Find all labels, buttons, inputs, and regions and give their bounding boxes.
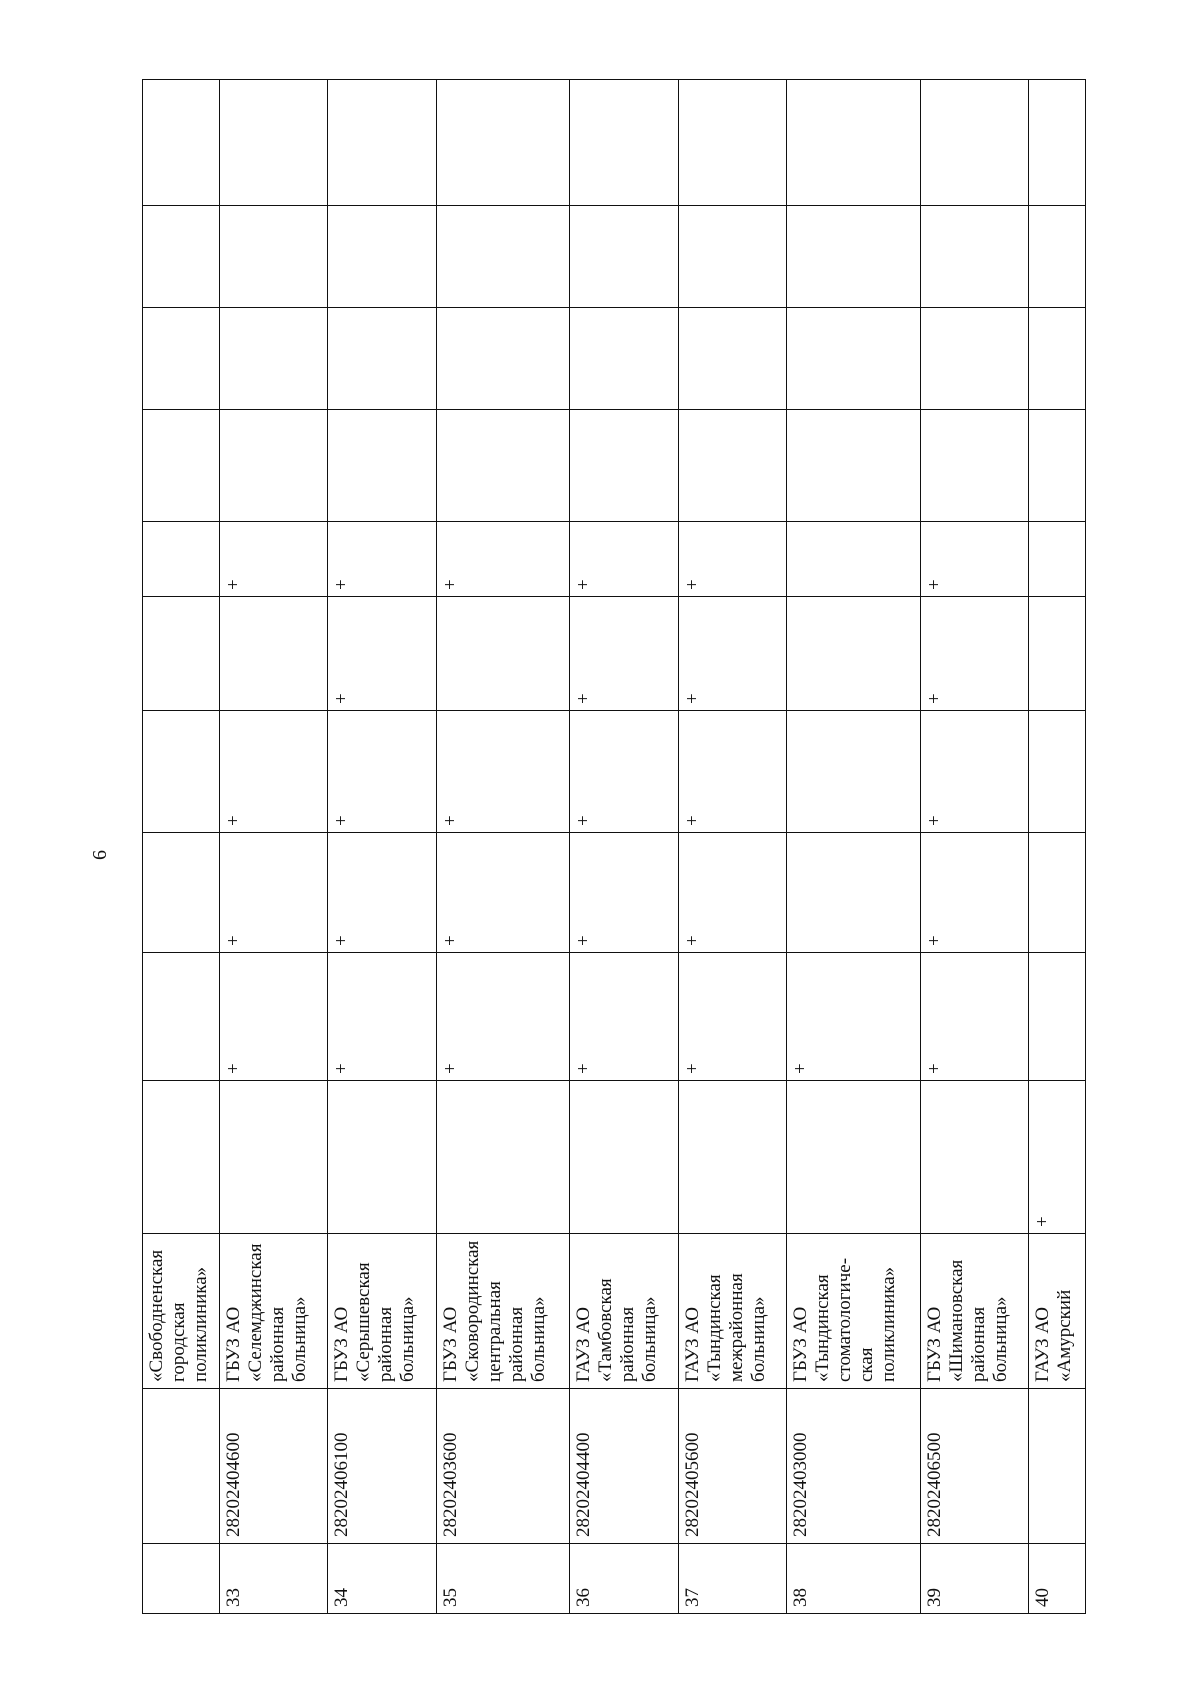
mark-cell: + xyxy=(920,833,1028,953)
mark-cell xyxy=(678,308,786,410)
table-row xyxy=(920,80,1028,1614)
mark-cell: + xyxy=(920,597,1028,711)
mark-cell: + xyxy=(678,711,786,833)
mark-cell xyxy=(143,711,220,833)
mark-cell xyxy=(678,206,786,308)
mark-cell xyxy=(678,80,786,206)
mark-cell: + xyxy=(570,597,678,711)
mark-cell xyxy=(143,308,220,410)
organization-code: 28202405600 xyxy=(678,1389,786,1544)
mark-cell: + xyxy=(436,711,570,833)
mark-cell: + xyxy=(328,597,436,711)
row-number: 37 xyxy=(678,1544,786,1614)
mark-cell xyxy=(1028,953,1085,1081)
mark-cell xyxy=(1028,597,1085,711)
mark-cell xyxy=(570,308,678,410)
mark-cell xyxy=(786,206,920,308)
mark-cell: + xyxy=(219,522,327,597)
mark-cell xyxy=(786,410,920,522)
mark-cell xyxy=(920,206,1028,308)
mark-cell xyxy=(786,308,920,410)
mark-cell xyxy=(920,410,1028,522)
mark-cell: + xyxy=(570,833,678,953)
mark-cell xyxy=(143,410,220,522)
mark-cell: + xyxy=(920,953,1028,1081)
mark-cell: + xyxy=(1028,1081,1085,1234)
mark-cell xyxy=(143,833,220,953)
organization-name: ГБУЗ АО «Тындинская стоматологиче-ская поликлиника» xyxy=(786,1234,920,1389)
organization-code: 28202404400 xyxy=(570,1389,678,1544)
row-number: 39 xyxy=(920,1544,1028,1614)
organization-code xyxy=(1028,1389,1085,1544)
mark-cell: + xyxy=(328,522,436,597)
table-row xyxy=(678,80,786,1614)
mark-cell xyxy=(328,1081,436,1234)
mark-cell xyxy=(786,711,920,833)
mark-cell: + xyxy=(436,833,570,953)
organization-code: 28202403000 xyxy=(786,1389,920,1544)
mark-cell xyxy=(1028,80,1085,206)
mark-cell xyxy=(436,308,570,410)
mark-cell xyxy=(143,206,220,308)
mark-cell: + xyxy=(786,953,920,1081)
mark-cell: + xyxy=(436,953,570,1081)
mark-cell xyxy=(678,410,786,522)
mark-cell: + xyxy=(678,953,786,1081)
organization-name: ГАУЗ АО «Амурский xyxy=(1028,1234,1085,1389)
mark-cell xyxy=(786,833,920,953)
mark-cell xyxy=(1028,206,1085,308)
mark-cell xyxy=(436,206,570,308)
mark-cell: + xyxy=(219,953,327,1081)
mark-cell xyxy=(328,206,436,308)
organization-name: ГАУЗ АО «Тамбовская районная больница» xyxy=(570,1234,678,1389)
row-number: 34 xyxy=(328,1544,436,1614)
table-row xyxy=(436,80,570,1614)
mark-cell xyxy=(570,410,678,522)
mark-cell: + xyxy=(920,522,1028,597)
mark-cell xyxy=(328,410,436,522)
mark-cell xyxy=(570,1081,678,1234)
mark-cell xyxy=(436,1081,570,1234)
mark-cell: + xyxy=(678,522,786,597)
mark-cell xyxy=(328,80,436,206)
row-number: 36 xyxy=(570,1544,678,1614)
mark-cell xyxy=(219,1081,327,1234)
mark-cell xyxy=(436,597,570,711)
data-table xyxy=(142,79,1086,1614)
mark-cell xyxy=(143,1081,220,1234)
organization-name: ГАУЗ АО «Тындинская межрайонная больница» xyxy=(678,1234,786,1389)
rotated-table-container xyxy=(142,80,1086,1614)
mark-cell xyxy=(786,522,920,597)
mark-cell: + xyxy=(678,597,786,711)
organization-code: 28202406500 xyxy=(920,1389,1028,1544)
mark-cell xyxy=(436,80,570,206)
organization-name: ГБУЗ АО «Серышевская районная больница» xyxy=(328,1234,436,1389)
mark-cell xyxy=(786,80,920,206)
table-row xyxy=(219,80,327,1614)
organization-code: 28202406100 xyxy=(328,1389,436,1544)
table-row xyxy=(570,80,678,1614)
organization-name: ГБУЗ АО «Селемджинская районная больница» xyxy=(219,1234,327,1389)
mark-cell xyxy=(143,522,220,597)
mark-cell xyxy=(328,308,436,410)
mark-cell xyxy=(219,410,327,522)
page-number: 6 xyxy=(89,850,111,860)
row-number: 40 xyxy=(1028,1544,1085,1614)
organization-code: 28202404600 xyxy=(219,1389,327,1544)
mark-cell xyxy=(436,410,570,522)
mark-cell: + xyxy=(570,522,678,597)
mark-cell xyxy=(219,308,327,410)
mark-cell xyxy=(570,80,678,206)
mark-cell xyxy=(920,1081,1028,1234)
mark-cell xyxy=(1028,833,1085,953)
mark-cell: + xyxy=(436,522,570,597)
mark-cell xyxy=(1028,711,1085,833)
mark-cell xyxy=(143,953,220,1081)
table-row xyxy=(328,80,436,1614)
mark-cell: + xyxy=(570,953,678,1081)
mark-cell xyxy=(1028,410,1085,522)
mark-cell: + xyxy=(920,711,1028,833)
mark-cell xyxy=(1028,522,1085,597)
mark-cell xyxy=(219,80,327,206)
mark-cell xyxy=(143,80,220,206)
mark-cell: + xyxy=(570,711,678,833)
organization-name: «Свободненская городская поликлиника» xyxy=(143,1234,220,1389)
organization-code xyxy=(143,1389,220,1544)
table-row xyxy=(143,80,220,1614)
mark-cell xyxy=(678,1081,786,1234)
mark-cell xyxy=(786,1081,920,1234)
mark-cell: + xyxy=(328,953,436,1081)
mark-cell xyxy=(143,597,220,711)
mark-cell: + xyxy=(219,833,327,953)
mark-cell xyxy=(920,308,1028,410)
organization-name: ГБУЗ АО «Сковородинская центральная районная больница» xyxy=(436,1234,570,1389)
row-number xyxy=(143,1544,220,1614)
row-number: 33 xyxy=(219,1544,327,1614)
row-number: 35 xyxy=(436,1544,570,1614)
mark-cell xyxy=(1028,308,1085,410)
mark-cell xyxy=(786,597,920,711)
mark-cell: + xyxy=(328,711,436,833)
organization-code: 28202403600 xyxy=(436,1389,570,1544)
organization-name: ГБУЗ АО «Шимановская районная больница» xyxy=(920,1234,1028,1389)
mark-cell xyxy=(920,80,1028,206)
table-body xyxy=(143,80,1086,1614)
mark-cell xyxy=(219,206,327,308)
row-number: 38 xyxy=(786,1544,920,1614)
mark-cell xyxy=(570,206,678,308)
mark-cell: + xyxy=(219,711,327,833)
mark-cell xyxy=(219,597,327,711)
table-row xyxy=(786,80,920,1614)
mark-cell: + xyxy=(678,833,786,953)
table-row xyxy=(1028,80,1085,1614)
mark-cell: + xyxy=(328,833,436,953)
